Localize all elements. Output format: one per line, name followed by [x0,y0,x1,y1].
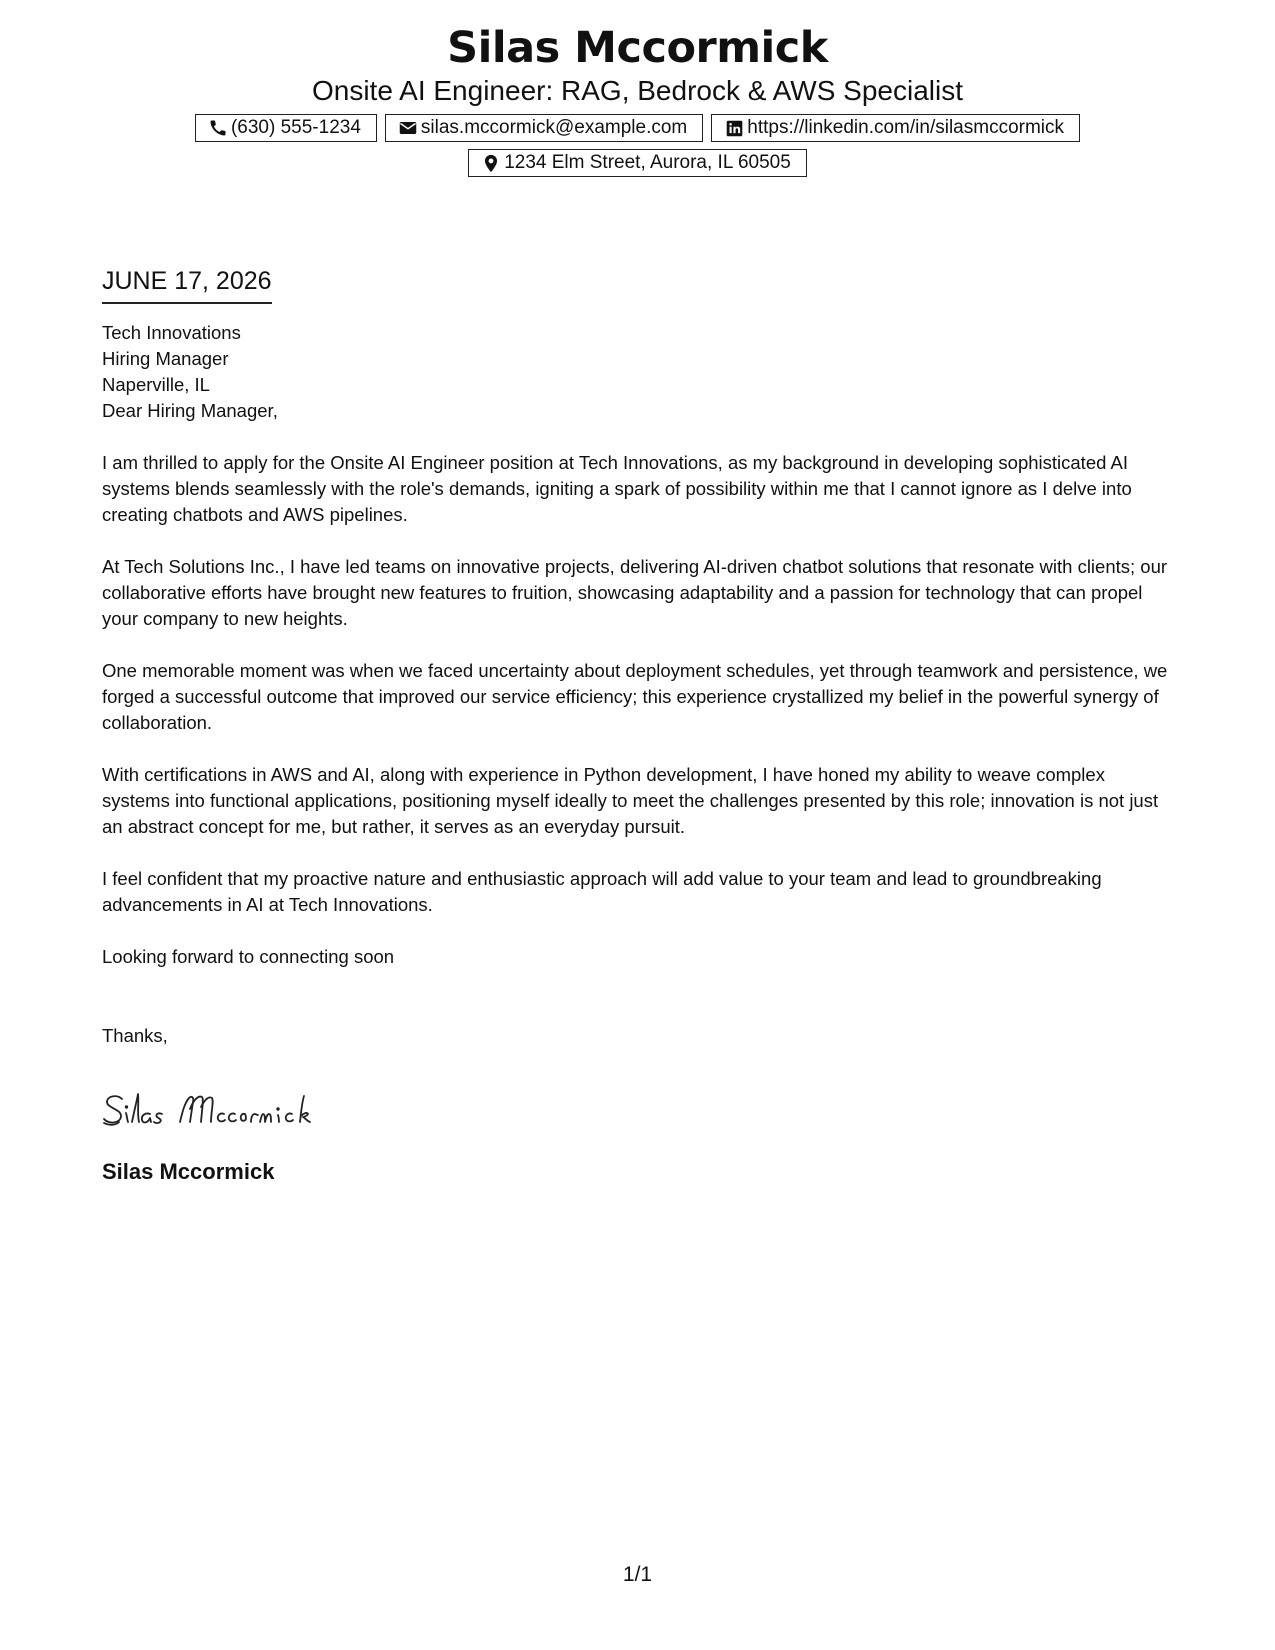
map-marker-icon [481,153,501,173]
linkedin-text: https://linkedin.com/in/silasmccormick [747,117,1065,138]
phone-contact[interactable] [195,114,377,142]
recipient-location: Naperville, IL [102,374,210,395]
signer-name: Silas Mccormick [102,1159,275,1184]
closing-line: Looking forward to connecting soon [102,946,395,967]
contact-row [0,114,1275,142]
email-contact[interactable] [385,114,703,142]
phone-icon [208,118,228,138]
body-paragraph: With certifications in AWS and AI, along with experience in Python development, I have honed my ability to weave complex systems into functional applications, positioning myself ideally to meet the challenges presented by this role; innovation is not just an abstract concept for me, but rather, it serves as an everyday pursuit. [102,764,1159,837]
salutation: Dear Hiring Manager, [102,400,278,421]
linkedin-icon [724,118,744,138]
page-number: 1/1 [622,1563,653,1586]
phone-text: (630) 555-1234 [230,117,361,138]
envelope-icon [398,118,418,138]
applicant-headline: Onsite AI Engineer: RAG, Bedrock & AWS Specialist [311,75,964,106]
recipient-company: Tech Innovations [102,322,241,343]
body-paragraph: One memorable moment was when we faced uncertainty about deployment schedules, yet through teamwork and persistence, we forged a successful outcome that improved our service efficiency; this experience crystallized my belief in the powerful synergy of collaboration. [102,660,1168,733]
applicant-name: Silas Mccormick [447,23,828,73]
contact-row-address [0,149,1275,177]
body-paragraph: At Tech Solutions Inc., I have led teams on innovative projects, delivering AI-driven chatbot solutions that resonate with clients; our collaborative efforts have brought new features to fruition, showcasing adaptability and a passion for technology that can propel your company to new heights. [102,556,1168,629]
body-paragraph: I feel confident that my proactive nature and enthusiastic approach will add value to your team and lead to groundbreaking advancements in AI at Tech Innovations. [102,868,1102,915]
cover-letter-body [102,264,1174,1187]
resume-header [0,22,1275,177]
address-text: 1234 Elm Street, Aurora, IL 60505 [504,152,791,173]
sign-off: Thanks, [102,1025,168,1046]
recipient-block [102,320,1174,398]
address-contact[interactable] [468,149,807,177]
body-paragraph: I am thrilled to apply for the Onsite AI Engineer position at Tech Innovations, as my background in developing sophisticated AI systems blends seamlessly with the role's demands, igniting a spark of possibility within me that I cannot ignore as I delve into creating chatbots and AWS pipelines. [102,452,1132,525]
handwritten-signature [102,1083,1174,1139]
recipient-title: Hiring Manager [102,348,229,369]
email-text: silas.mccormick@example.com [420,117,688,138]
linkedin-contact[interactable] [711,114,1080,142]
letter-date: JUNE 17, 2026 [102,264,272,304]
